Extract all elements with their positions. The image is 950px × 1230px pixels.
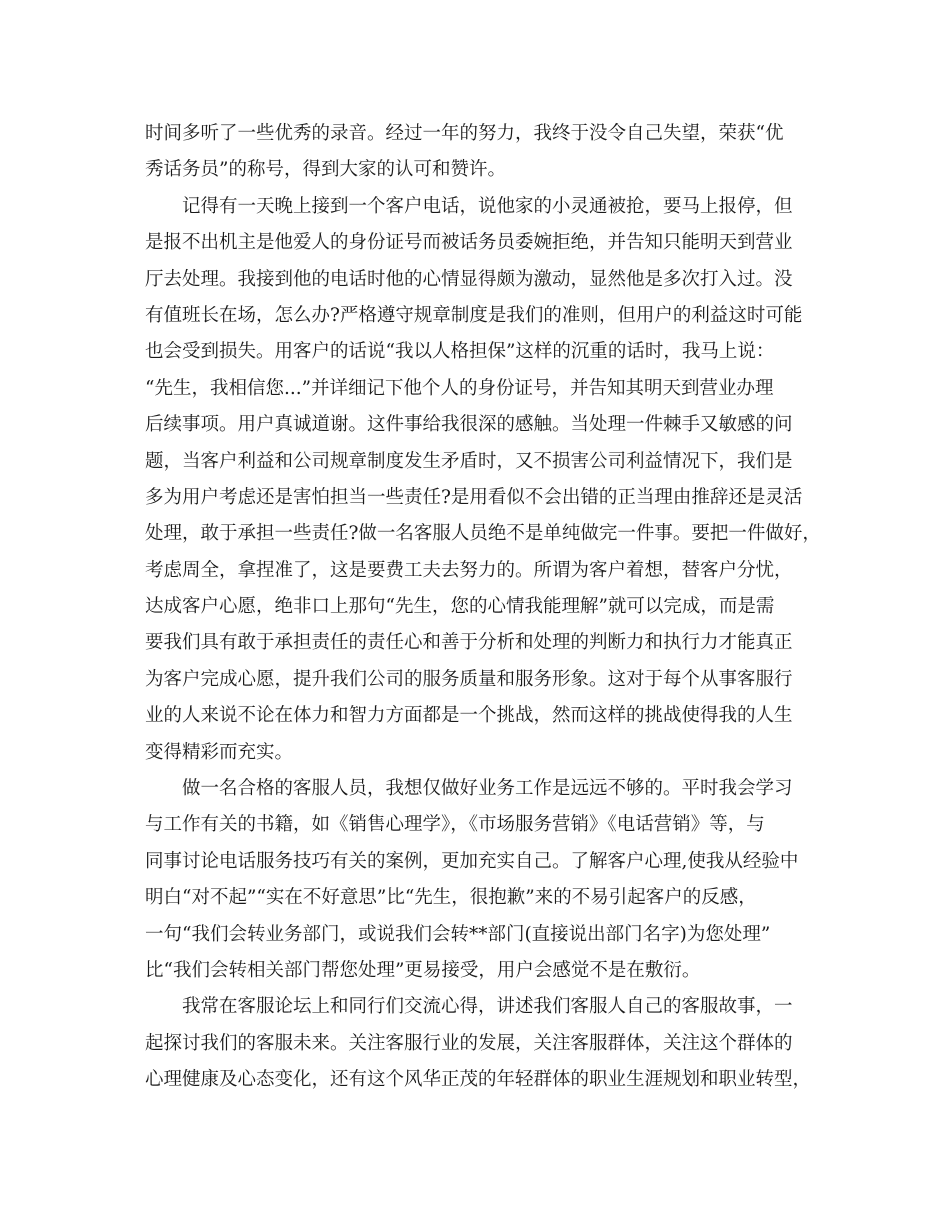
text-line: 达成客户心愿，绝非口上那句“先生，您的心情我能理解”就可以完成，而是需 <box>145 596 775 618</box>
text-line: 明白“对不起”“实在不好意思”比“先生，很抱歉”来的不易引起客户的反感， <box>145 887 757 909</box>
text-line: 一句“我们会转业务部门，或说我们会转**部门(直接说出部门名字)为您处理” <box>145 923 771 945</box>
text-line: 是报不出机主是他爱人的身份证号而被话务员委婉拒绝，并告知只能明天到营业 <box>145 232 793 254</box>
text-line: 秀话务员”的称号，得到大家的认可和赞许。 <box>145 159 506 181</box>
text-line: 起探讨我们的客服未来。关注客服行业的发展，关注客服群体，关注这个群体的 <box>145 1032 793 1054</box>
paragraph-first-line: 做一名合格的客服人员，我想仅做好业务工作是远远不够的。平时我会学习 <box>182 778 793 800</box>
text-line: “先生，我相信您...”并详细记下他个人的身份证号，并告知其明天到营业办理 <box>145 377 774 399</box>
text-line: 后续事项。用户真诚道谢。这件事给我很深的感触。当处理一件棘手又敏感的问 <box>145 414 793 436</box>
text-line: 比“我们会转相关部门帮您处理”更易接受，用户会感觉不是在敷衍。 <box>145 959 701 981</box>
text-line: 处理，敢于承担一些责任?做一名客服人员绝不是单纯做完一件事。要把一件做好， <box>145 523 821 545</box>
paragraph-first-line: 记得有一天晚上接到一个客户电话，说他家的小灵通被抢，要马上报停，但 <box>182 195 793 217</box>
text-line: 时间多听了一些优秀的录音。经过一年的努力，我终于没令自己失望，荣获“优 <box>145 123 784 144</box>
text-line: 心理健康及心态变化，还有这个风华正茂的年轻群体的职业生涯规划和职业转型， <box>145 1069 812 1091</box>
text-line: 变得精彩而充实。 <box>145 741 294 763</box>
text-line: 业的人来说不论在体力和智力方面都是一个挑战，然而这样的挑战使得我的人生 <box>145 705 793 727</box>
text-line: 也会受到损失。用客户的话说“我以人格担保”这样的沉重的话时，我马上说： <box>145 341 775 363</box>
text-line: 厅去处理。我接到他的电话时他的心情显得颇为激动，显然他是多次打入过。没 <box>145 268 793 290</box>
text-line: 要我们具有敢于承担责任的责任心和善于分析和处理的判断力和执行力才能真正 <box>145 632 793 654</box>
text-line: 为客户完成心愿，提升我们公司的服务质量和服务形象。这对于每个从事客服行 <box>145 668 793 690</box>
text-line: 题，当客户利益和公司规章制度发生矛盾时，又不损害公司利益情况下，我们是 <box>145 450 793 472</box>
text-line: 多为用户考虑还是害怕担当一些责任?是用看似不会出错的正当理由推辞还是灵活 <box>145 486 803 508</box>
text-line: 考虑周全，拿捏准了，这是要费工夫去努力的。所谓为客户着想，替客户分忧， <box>145 559 793 581</box>
document-body <box>145 116 825 1099</box>
text-line: 同事讨论电话服务技巧有关的案例，更加充实自己。了解客户心理,使我从经验中 <box>145 850 799 872</box>
paragraph-first-line: 我常在客服论坛上和同行们交流心得，讲述我们客服人自己的客服故事，一 <box>182 996 793 1018</box>
text-line: 与工作有关的书籍，如《销售心理学》，《市场服务营销》《电话营销》等，与 <box>145 814 765 836</box>
text-line: 有值班长在场，怎么办?严格遵守规章制度是我们的准则，但用户的利益这时可能 <box>145 304 803 326</box>
